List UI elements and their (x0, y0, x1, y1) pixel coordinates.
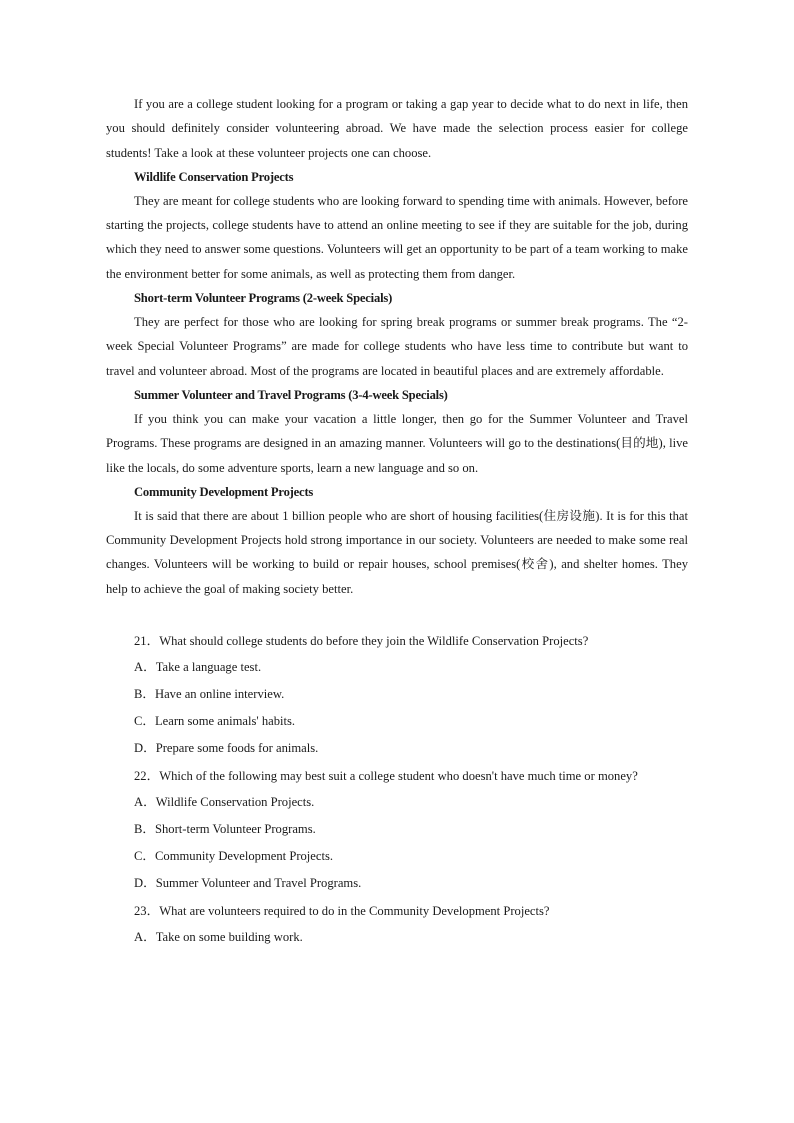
section-body: If you think you can make your vacation a little longer, then go for the Summer Volunteer and Travel Programs. These programs are designed in an amazing manner. Volunteers will go to the destinations(目的地), live like the locals, do some adventure sports, learn a new language and so on. (106, 411, 688, 475)
section-heading: Summer Volunteer and Travel Programs (3-4-week Specials) (134, 387, 448, 402)
question-stem: 23．What are volunteers required to do in the Community Development Projects? (134, 904, 550, 919)
option-b: B．Short-term Volunteer Programs. (134, 822, 316, 837)
question-23 (106, 897, 688, 951)
section-heading: Community Development Projects (134, 484, 314, 499)
document-page (106, 92, 688, 951)
question-22 (106, 762, 688, 897)
section-short-term (106, 286, 688, 383)
section-body: They are meant for college students who are looking forward to spending time with animals. However, before starting the projects, college students have to attend an online meeting to see if they are suitable for the job, during which they need to answer some questions. Volunteers will get an opportunity to be part of a team working to make the environment better for some animals, as well as protecting them from danger. (106, 193, 688, 281)
section-summer (106, 383, 688, 480)
option-a: A．Wildlife Conservation Projects. (134, 795, 315, 810)
option-d: D．Summer Volunteer and Travel Programs. (134, 876, 362, 891)
section-community (106, 480, 688, 601)
question-21 (106, 627, 688, 762)
section-heading: Wildlife Conservation Projects (134, 169, 294, 184)
option-c: C．Community Development Projects. (134, 849, 334, 864)
option-c: C．Learn some animals' habits. (134, 714, 296, 729)
option-a: A．Take on some building work. (134, 930, 303, 945)
section-wildlife (106, 165, 688, 286)
section-heading: Short-term Volunteer Programs (2-week Specials) (134, 291, 393, 306)
option-d: D．Prepare some foods for animals. (134, 741, 319, 756)
section-body: It is said that there are about 1 billion people who are short of housing facilities(住房设施). It is for this that Community Development Projects hold strong importance in our society. Volunteers are needed to make some real changes. Volunteers will be working to build or repair houses, school premises(校舍), and shelter homes. They help to achieve the goal of making society better. (106, 508, 688, 596)
option-b: B．Have an online interview. (134, 687, 285, 702)
question-stem: 21．What should college students do before they join the Wildlife Conservation Projects? (134, 634, 589, 649)
spacer (106, 601, 688, 627)
section-body: They are perfect for those who are looking for spring break programs or summer break programs. The “2-week Special Volunteer Programs” are made for college students who have less time to contribute but want to travel and volunteer abroad. Most of the programs are located in beautiful places and are extremely affordable. (106, 315, 688, 378)
option-a: A．Take a language test. (134, 660, 262, 675)
intro-paragraph: If you are a college student looking for a program or taking a gap year to decide what to do next in life, then you should definitely consider volunteering abroad. We have made the selection process easier for college students! Take a look at these volunteer projects one can choose. (106, 97, 688, 160)
question-stem: 22．Which of the following may best suit a college student who doesn't have much time or money? (134, 769, 638, 784)
